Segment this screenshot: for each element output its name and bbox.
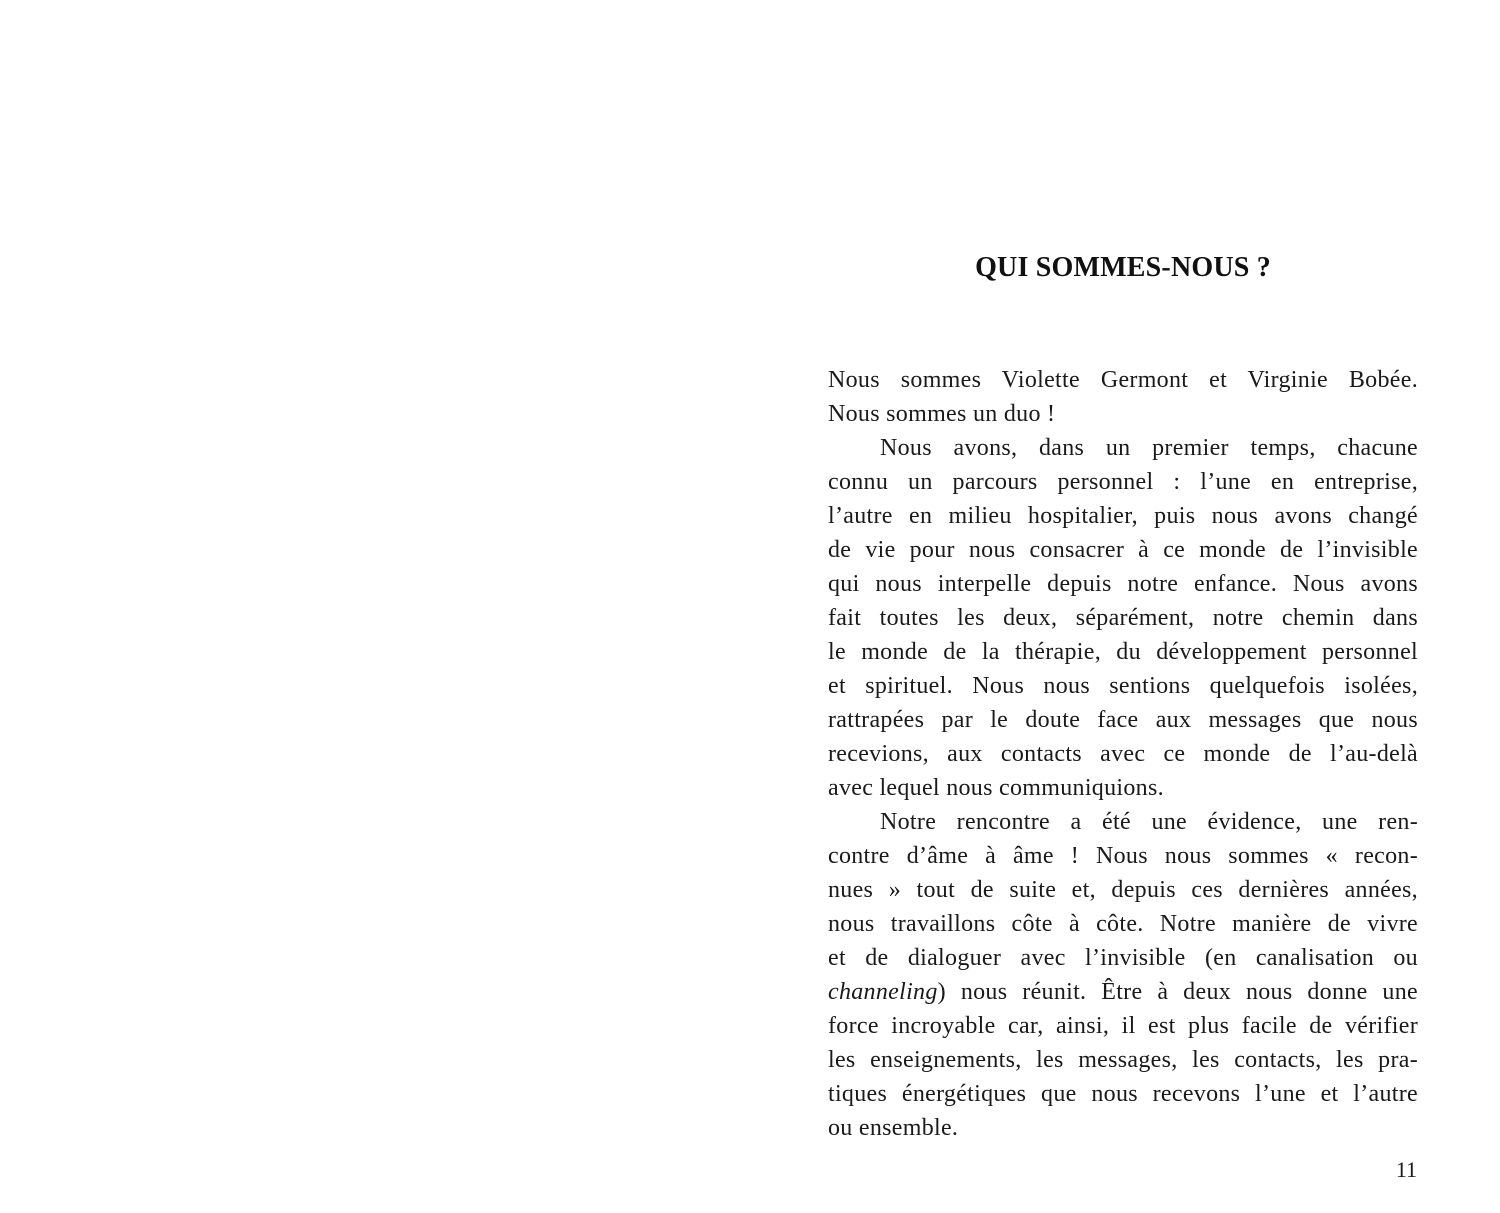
chapter-title: QUI SOMMES-NOUS ? [975,252,1271,283]
text-line: contre d’âme à âme ! Nous nous sommes « recon- [828,843,1418,869]
text-line: nues » tout de suite et, depuis ces dernières années, [828,877,1418,903]
text-line: Nous avons, dans un premier temps, chacune [880,435,1418,461]
text-line: nous travaillons côte à côte. Notre manière de vivre [828,911,1418,937]
text-line: l’autre en milieu hospitalier, puis nous avons changé [828,503,1418,529]
text-line: recevions, aux contacts avec ce monde de l’au-delà [828,741,1418,767]
text-line: les enseignements, les messages, les contacts, les pra- [828,1047,1418,1073]
text-line: ou ensemble. [828,1115,959,1141]
right-page [750,0,1500,1213]
page-number: 11 [1395,1157,1417,1182]
text-line: et spirituel. Nous nous sentions quelquefois isolées, [828,673,1418,699]
text-line: tiques énergétiques que nous recevons l’une et l’autre [828,1081,1418,1107]
text-line: Notre rencontre a été une évidence, une ren- [880,809,1418,835]
paragraph-1 [828,363,1418,431]
italic-term: channeling [828,979,938,1005]
paragraph-3 [828,805,1418,1145]
text-line: connu un parcours personnel : l’une en entreprise, [828,469,1418,495]
text-line: le monde de la thérapie, du développement personnel [828,639,1418,665]
text-line: avec lequel nous communiquions. [828,775,1164,801]
text-line: fait toutes les deux, séparément, notre chemin dans [828,605,1418,631]
body-text [828,363,1418,1145]
text-line: Nous sommes un duo ! [828,401,1056,427]
text-line: et de dialoguer avec l’invisible (en canalisation ou [828,945,1418,971]
text-line: de vie pour nous consacrer à ce monde de l’invisible [828,537,1418,563]
text-line: qui nous interpelle depuis notre enfance. Nous avons [828,571,1418,597]
text-line-with-italic: channeling) nous réunit. Être à deux nous donne une [828,979,1418,1005]
paragraph-2 [828,431,1418,805]
text-line: Nous sommes Violette Germont et Virginie Bobée. [828,367,1418,393]
text-line: rattrapées par le doute face aux messages que nous [828,707,1418,733]
text-line: force incroyable car, ainsi, il est plus facile de vérifier [828,1013,1418,1039]
